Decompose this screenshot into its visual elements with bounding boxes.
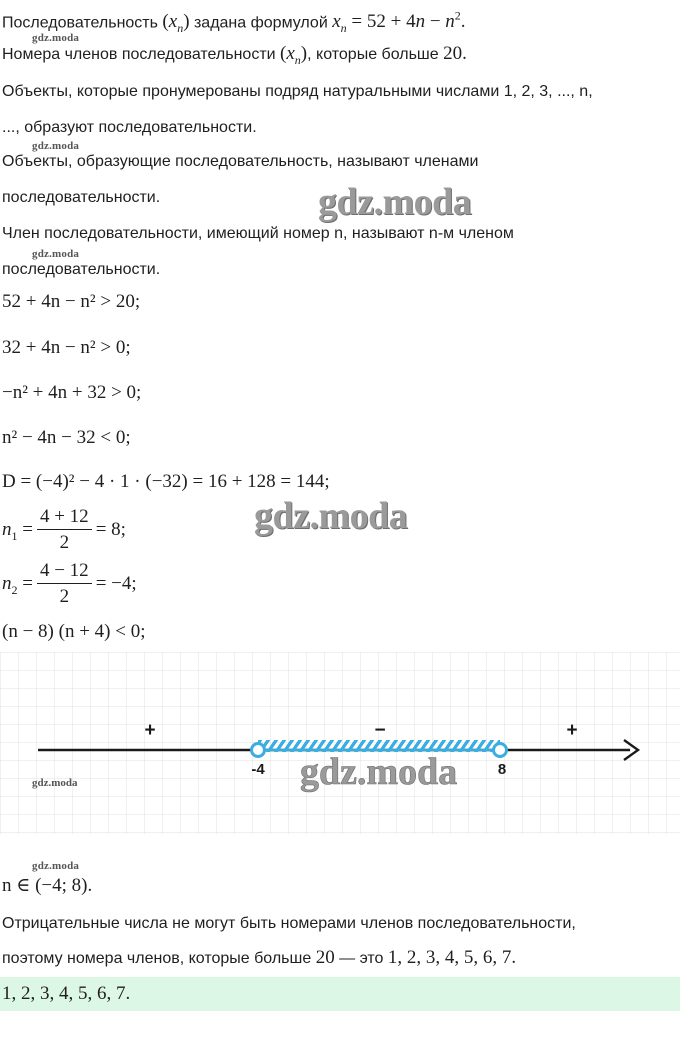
text: Последовательность: [2, 14, 163, 32]
formula: $x_n = 52 + 4n - n^2$.: [332, 9, 466, 36]
denominator: 2: [59, 532, 70, 554]
step-4: n² − 4n − 32 < 0;: [2, 427, 131, 448]
seq-symbol: $(x_n)$: [162, 11, 190, 36]
solution-set: n ∈ (−4; 8).: [2, 875, 93, 896]
root-2-result: = −4;: [95, 573, 137, 594]
watermark-small: gdz.moda: [32, 248, 80, 260]
text: поэтому номера членов, которые больше: [2, 950, 316, 967]
step-2: 32 + 4n − n² > 0;: [2, 337, 131, 358]
watermark-large: gdz.moda: [254, 495, 408, 537]
root-2: [2, 560, 137, 614]
step-3: −n² + 4n + 32 > 0;: [2, 382, 142, 403]
answer-box: [0, 977, 680, 1011]
text: , которые больше: [307, 46, 444, 63]
number-line-figure: [0, 652, 680, 834]
text: — это: [334, 950, 388, 967]
text: Номера членов последовательности: [2, 46, 281, 63]
denominator: 2: [59, 586, 70, 608]
theory-line-1: Объекты, которые пронумерованы подряд натуральными числами 1, 2, 3, ..., n,: [2, 83, 593, 100]
watermark-small: gdz.moda: [32, 32, 80, 44]
watermark-small: gdz.moda: [32, 777, 78, 789]
watermark-large: gdz.moda: [318, 181, 472, 223]
fraction: [37, 506, 92, 555]
theory-line-3: Объекты, образующие последовательность, называют членами: [2, 153, 479, 170]
sign-left: +: [144, 720, 156, 741]
number: 20: [315, 947, 335, 968]
sign-right: +: [566, 720, 578, 741]
watermark-large: gdz.moda: [300, 751, 458, 793]
discriminant: D = (−4)² − 4 · 1 · (−32) = 16 + 128 = 144;: [2, 471, 330, 492]
theory-line-5: Член последовательности, имеющий номер n, называют n-м членом: [2, 225, 514, 242]
task-line: [2, 44, 467, 70]
watermark-small: gdz.moda: [32, 860, 80, 872]
numbers: 1, 2, 3, 4, 5, 6, 7.: [387, 947, 517, 968]
numerator: 4 − 12: [37, 560, 92, 584]
open-point-right: [494, 744, 507, 757]
open-point-left: [252, 744, 265, 757]
theory-line-6: последовательности.: [2, 261, 161, 278]
answer-text: 1, 2, 3, 4, 5, 6, 7.: [2, 983, 131, 1004]
watermark-small: gdz.moda: [32, 140, 80, 152]
root-1-result: = 8;: [95, 519, 126, 540]
root-1-label: $n_1$ =: [2, 519, 33, 543]
step-1: 52 + 4n − n² > 20;: [2, 291, 141, 312]
text: задана формулой: [189, 14, 333, 32]
label-minus-4: -4: [251, 761, 265, 778]
root-1: [2, 506, 126, 560]
fraction: [37, 560, 92, 609]
conclusion-line-1: Отрицательные числа не могут быть номерами членов последовательности,: [2, 915, 576, 932]
conclusion-line-2: [2, 948, 516, 969]
theory-line-2: ..., образуют последовательности.: [2, 119, 257, 136]
number: 20.: [443, 43, 467, 64]
theory-line-4: последовательности.: [2, 189, 161, 206]
root-2-label: $n_2$ =: [2, 573, 33, 597]
sign-middle: −: [374, 720, 386, 741]
seq-symbol: $(x_n)$: [280, 43, 308, 67]
label-8: 8: [497, 761, 507, 778]
numerator: 4 + 12: [37, 506, 92, 530]
factored-inequality: (n − 8) (n + 4) < 0;: [2, 621, 146, 642]
